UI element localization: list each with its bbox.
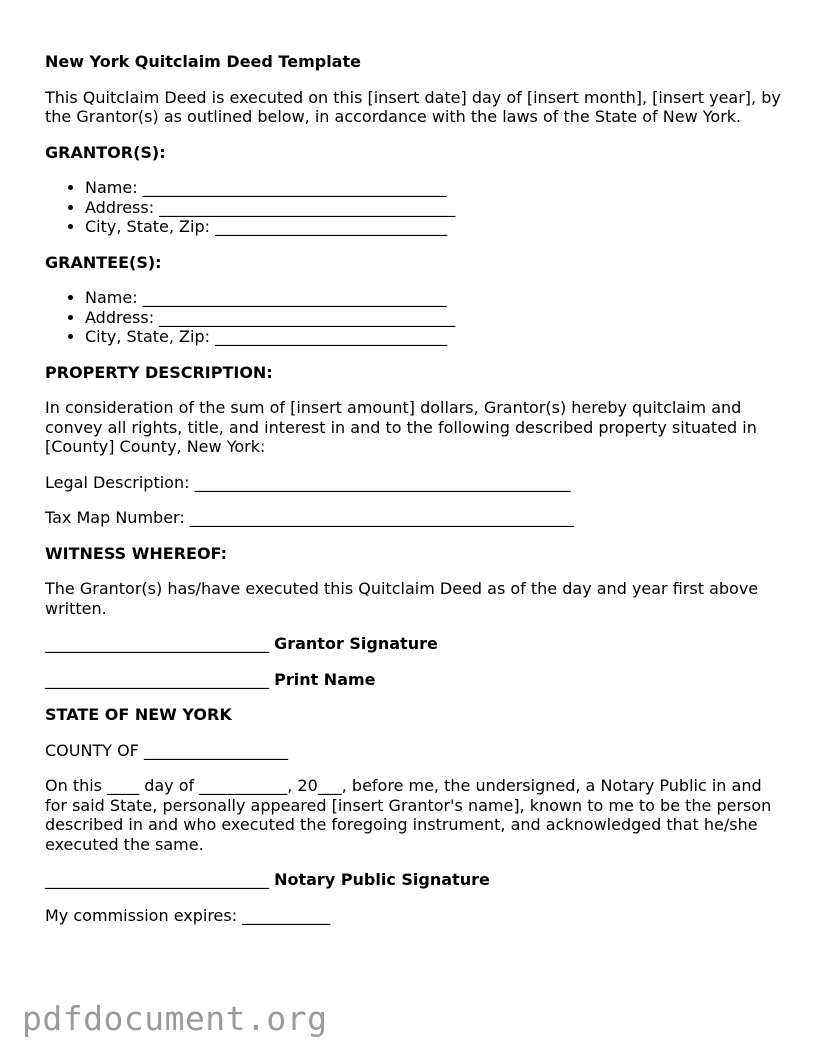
tax-map-number-field: Tax Map Number: ________________________________________________ [45, 508, 574, 527]
commission-expires-field: My commission expires: ___________ [45, 905, 331, 925]
state-heading: STATE OF NEW YORK [45, 705, 232, 724]
document-body [45, 52, 785, 941]
witness-statement: The Grantor(s) has/have executed this Quitclaim Deed as of the day and year first above written. [45, 579, 759, 618]
document-title: New York Quitclaim Deed Template [45, 52, 361, 71]
grantee-name-field: • Name: ______________________________________ [85, 288, 785, 308]
grantor-signature-blank: ____________________________ [45, 634, 269, 653]
notary-signature-label: Notary Public Signature [274, 870, 490, 889]
grantor-fields-list [45, 178, 785, 237]
notary-acknowledgment: On this ____ day of ___________, 20___, before me, the undersigned, a Notary Public in and for said State, personally appeared [insert Grantor's name], known to me to be the person described in and who executed the foregoing instrument, and acknowledged that he/she executed the same. [45, 776, 772, 854]
county-field: COUNTY OF __________________ [45, 740, 288, 760]
grantor-address-field: • Address: _____________________________________ [85, 198, 785, 218]
grantee-fields-list [45, 288, 785, 347]
grantor-name-field: • Name: ______________________________________ [85, 178, 785, 198]
grantor-signature-line [45, 634, 785, 654]
grantee-heading: GRANTEE(S): [45, 252, 162, 272]
notary-signature-blank: ____________________________ [45, 870, 269, 889]
grantee-address-field: • Address: _____________________________________ [85, 308, 785, 328]
grantor-heading: GRANTOR(S): [45, 142, 166, 162]
intro-paragraph: This Quitclaim Deed is executed on this [insert date] day of [insert month], [insert year], by the Grantor(s) as outlined below, in accordance with the laws of the State of New York. [45, 87, 781, 126]
print-name-label: Print Name [274, 669, 376, 689]
legal-description-field: Legal Description: _______________________________________________ [45, 472, 571, 492]
print-name-blank: ____________________________ [45, 669, 269, 689]
notary-signature-line [45, 870, 785, 890]
watermark-text: pdfdocument.org [22, 999, 328, 1038]
grantor-signature-label: Grantor Signature [274, 634, 438, 653]
witness-whereof-heading: WITNESS WHEREOF: [45, 543, 228, 563]
property-description-heading: PROPERTY DESCRIPTION: [45, 362, 273, 382]
consideration-paragraph: In consideration of the sum of [insert amount] dollars, Grantor(s) hereby quitclaim and convey all rights, title, and interest in and to the following described property situated in [County] County, New York: [45, 398, 757, 456]
print-name-line [45, 670, 785, 690]
grantor-city-state-zip-field: • City, State, Zip: _____________________________ [85, 217, 785, 237]
grantee-city-state-zip-field: • City, State, Zip: _____________________________ [85, 327, 785, 347]
